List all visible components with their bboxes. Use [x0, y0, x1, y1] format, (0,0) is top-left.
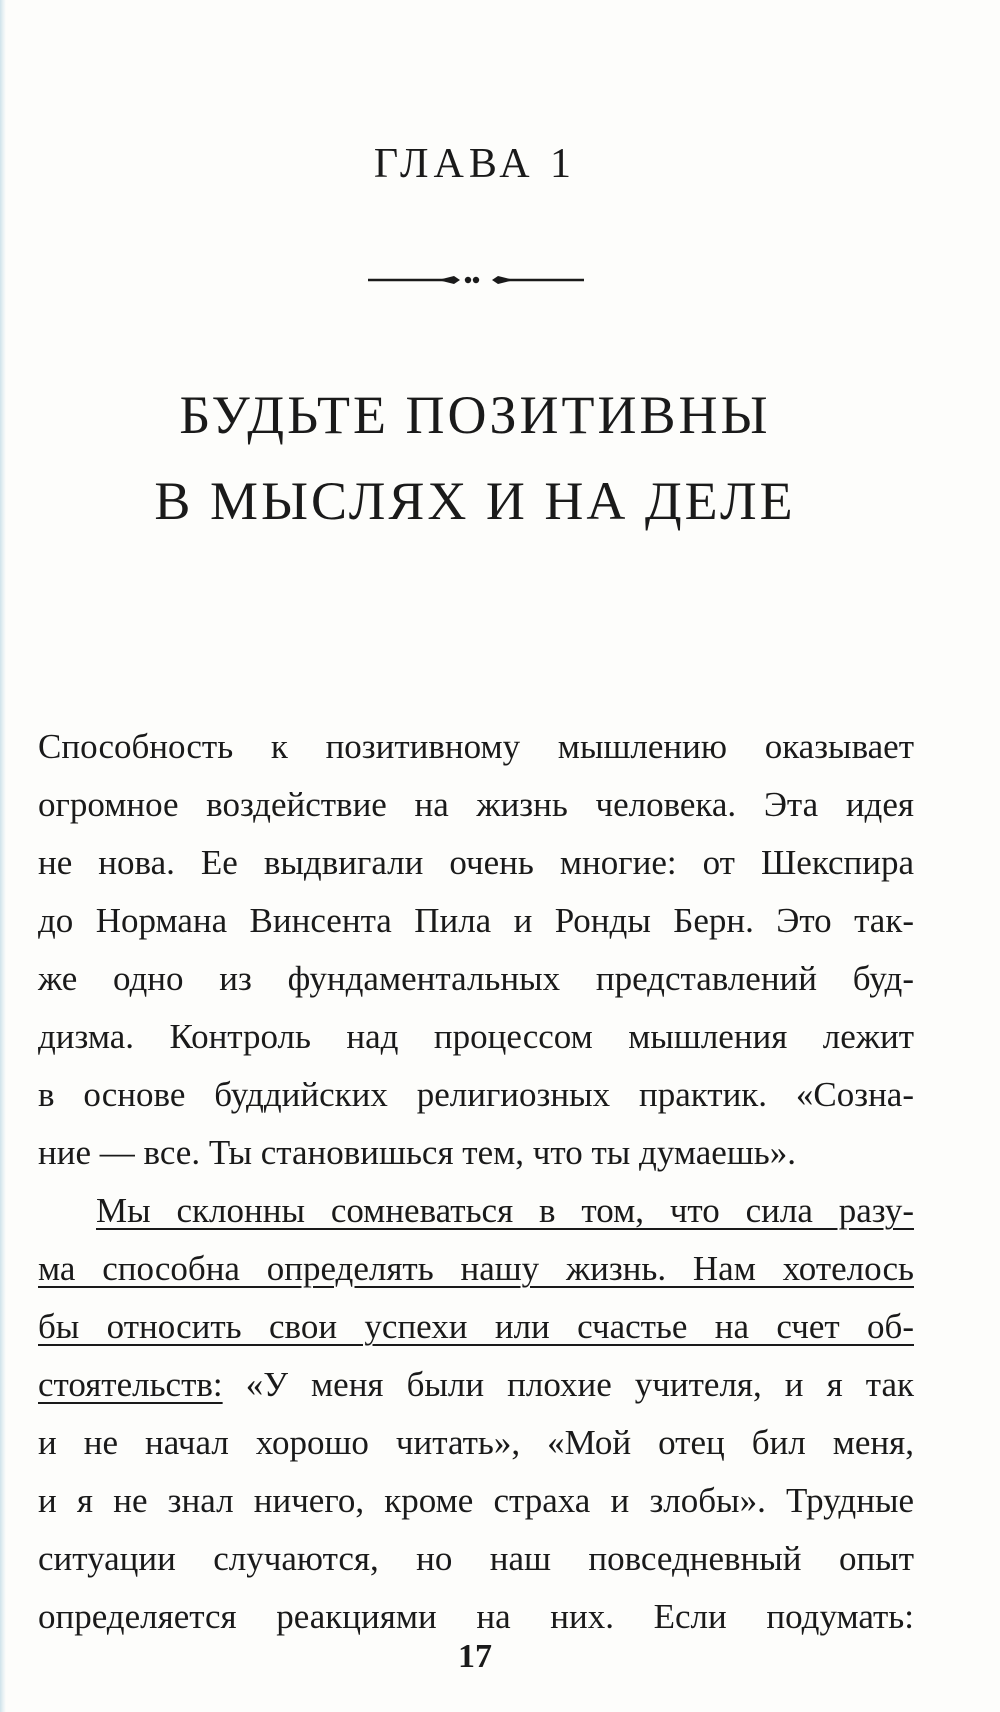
text-line: и я не знал ничего, кроме страха и злобы». Трудные [38, 1481, 914, 1520]
text-line: ситуации случаются, но наш повседневный опыт [38, 1539, 914, 1578]
paragraph-2 [38, 1182, 914, 1646]
text-line: Способность к позитивному мышлению оказывает [38, 727, 914, 766]
text-line: и не начал хорошо читать», «Мой отец бил меня, [38, 1423, 914, 1462]
text-line: до Нормана Винсента Пила и Ронды Берн. Это так- [38, 901, 914, 940]
chapter-title-line-1: БУДЬТЕ ПОЗИТИВНЫ [179, 385, 771, 445]
text-line: дизма. Контроль над процессом мышления лежит [38, 1017, 914, 1056]
text-line: в основе буддийских религиозных практик. «Созна- [38, 1075, 914, 1114]
text-line-underlined [38, 1182, 914, 1240]
text-line [38, 1356, 914, 1414]
body-text [38, 718, 914, 1646]
paragraph-1 [38, 718, 914, 1182]
fleuron-divider-icon [368, 270, 584, 290]
page-number: 17 [458, 1638, 492, 1675]
text-line: же одно из фундаментальных представлений буд- [38, 959, 914, 998]
text-line: определяется реакциями на них. Если подумать: [38, 1597, 914, 1636]
page-edge [0, 0, 6, 1712]
chapter-title-line-2: В МЫСЛЯХ И НА ДЕЛЕ [154, 471, 796, 531]
text-fragment: «У меня были плохие учителя, и я так [222, 1365, 914, 1404]
underlined-passage: стоятельств: [38, 1365, 223, 1404]
text-line-underlined [38, 1298, 914, 1356]
underlined-passage: бы относить свои успехи или счастье на счет об- [38, 1307, 914, 1346]
underlined-passage: ма способна определять нашу жизнь. Нам хотелось [38, 1249, 914, 1288]
text-line: не нова. Ее выдвигали очень многие: от Шекспира [38, 843, 914, 882]
text-line: огромное воздействие на жизнь человека. Эта идея [38, 785, 914, 824]
underlined-passage: Мы склонны сомневаться в том, что сила разу- [96, 1191, 914, 1230]
chapter-title [0, 372, 950, 544]
text-line: ние — все. Ты становишься тем, что ты думаешь». [38, 1133, 797, 1172]
chapter-label: ГЛАВА 1 [373, 141, 577, 187]
text-line-underlined [38, 1240, 914, 1298]
